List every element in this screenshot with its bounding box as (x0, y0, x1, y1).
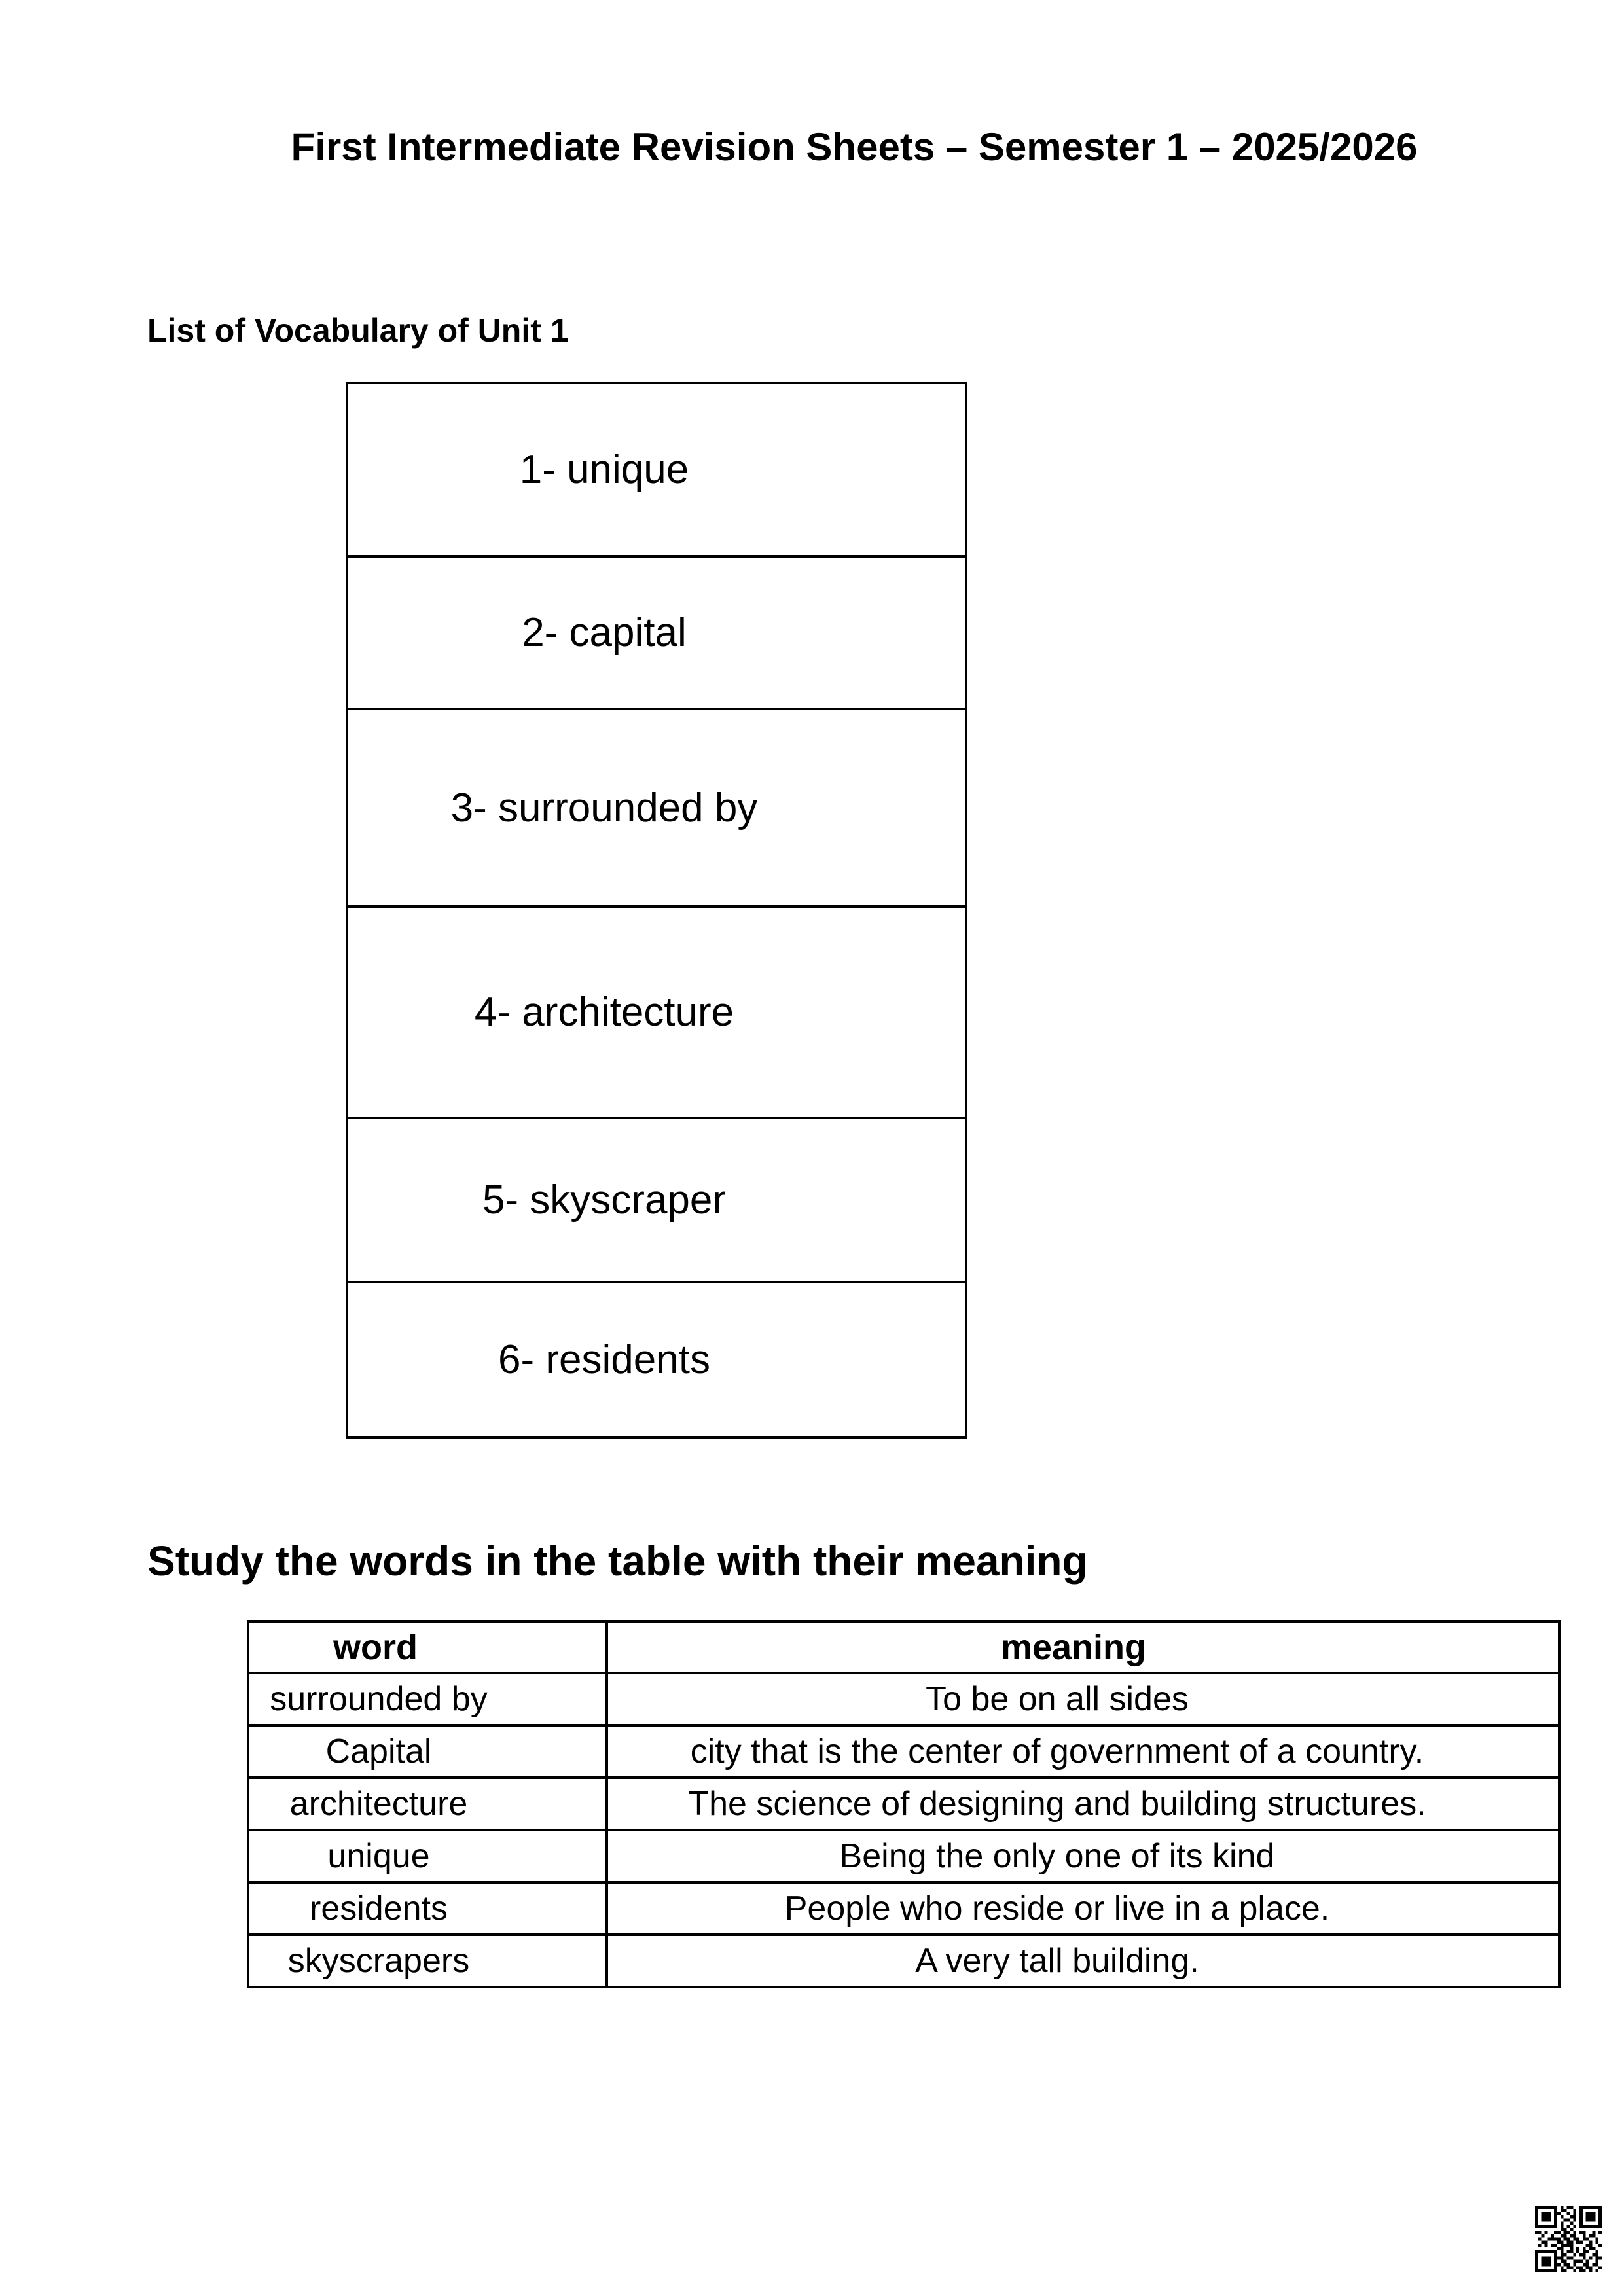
meaning-cell: People who reside or live in a place. (607, 1882, 1559, 1935)
vocab-row (347, 906, 966, 1118)
vocab-item: 1- unique (347, 383, 966, 556)
table-row (248, 1830, 1559, 1882)
vocab-section-heading: List of Vocabulary of Unit 1 (147, 312, 569, 349)
word-column-header: word (248, 1621, 607, 1673)
meaning-cell: A very tall building. (607, 1935, 1559, 1987)
vocab-row (347, 1118, 966, 1282)
table-row (248, 1725, 1559, 1778)
table-row (248, 1935, 1559, 1987)
word-cell: skyscrapers (248, 1935, 607, 1987)
vocab-row (347, 709, 966, 906)
meaning-cell: To be on all sides (607, 1673, 1559, 1725)
word-cell: surrounded by (248, 1673, 607, 1725)
meanings-table (247, 1620, 1561, 1988)
meaning-cell: Being the only one of its kind (607, 1830, 1559, 1882)
meaning-column-header: meaning (607, 1621, 1559, 1673)
meanings-section-heading: Study the words in the table with their meaning (147, 1537, 1088, 1585)
vocab-row (347, 556, 966, 709)
word-cell: unique (248, 1830, 607, 1882)
vocab-row (347, 383, 966, 556)
vocab-row (347, 1282, 966, 1437)
vocab-item: 4- architecture (347, 906, 966, 1118)
word-cell: Capital (248, 1725, 607, 1778)
page-title: First Intermediate Revision Sheets – Semester 1 – 2025/2026 (291, 125, 1418, 169)
vocab-item: 3- surrounded by (347, 709, 966, 906)
vocab-list-table (346, 382, 967, 1439)
vocab-item: 5- skyscraper (347, 1118, 966, 1282)
word-cell: residents (248, 1882, 607, 1935)
meaning-cell: city that is the center of government of a country. (607, 1725, 1559, 1778)
qr-code (1535, 2206, 1602, 2272)
table-row (248, 1882, 1559, 1935)
word-cell: architecture (248, 1778, 607, 1830)
vocab-item: 6- residents (347, 1282, 966, 1437)
vocab-item: 2- capital (347, 556, 966, 709)
table-row (248, 1778, 1559, 1830)
table-row (248, 1673, 1559, 1725)
meanings-header-row (248, 1621, 1559, 1673)
meaning-cell: The science of designing and building structures. (607, 1778, 1559, 1830)
